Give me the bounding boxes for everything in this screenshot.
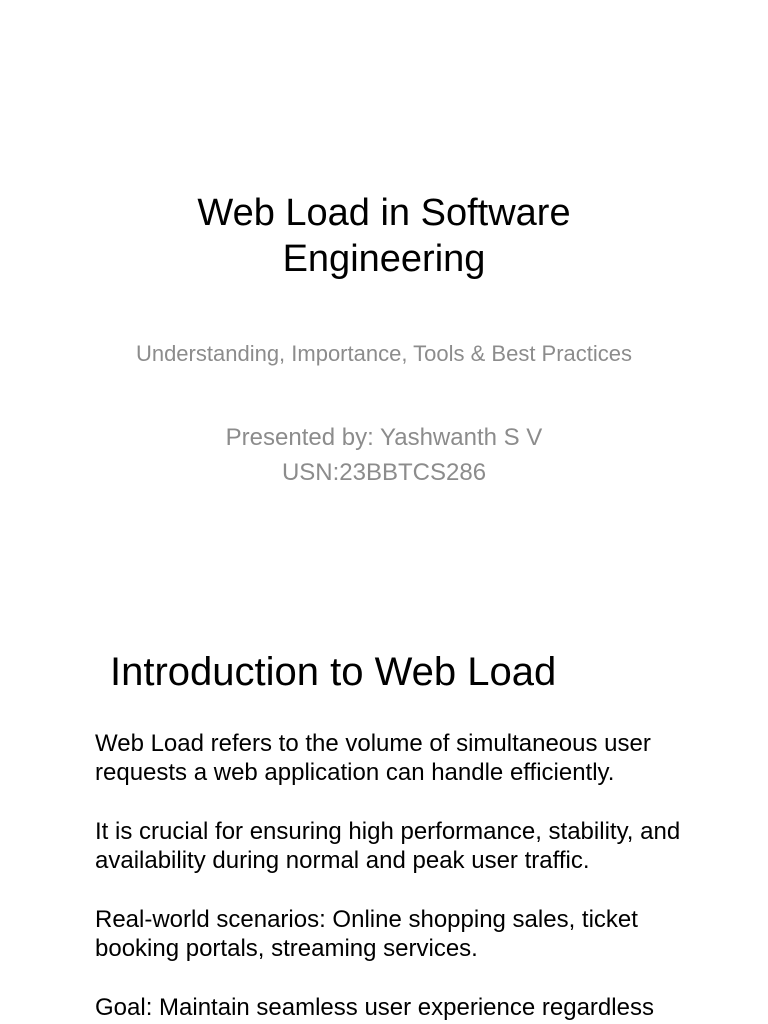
list-item: Real-world scenarios: Online shopping sales, ticket booking portals, streaming services. — [95, 906, 638, 962]
slide-title: Web Load in Software Engineering — [197, 192, 571, 280]
intro-points-list — [95, 730, 715, 1024]
presenter-usn: USN:23BBTCS286 — [281, 459, 487, 486]
presenter-name: Presented by: Yashwanth S V — [225, 424, 543, 451]
list-item: Goal: Maintain seamless user experience regardless — [95, 994, 654, 1021]
slide-subtitle: Understanding, Importance, Tools & Best Practices — [135, 341, 633, 366]
intro-slide — [0, 610, 768, 1024]
presenter-info — [120, 420, 648, 490]
intro-slide-title: Introduction to Web Load — [110, 650, 557, 694]
list-item: Web Load refers to the volume of simultaneous user requests a web application can handle efficiently. — [95, 730, 651, 786]
list-item: It is crucial for ensuring high performance, stability, and availability during normal and peak user traffic. — [95, 818, 681, 874]
